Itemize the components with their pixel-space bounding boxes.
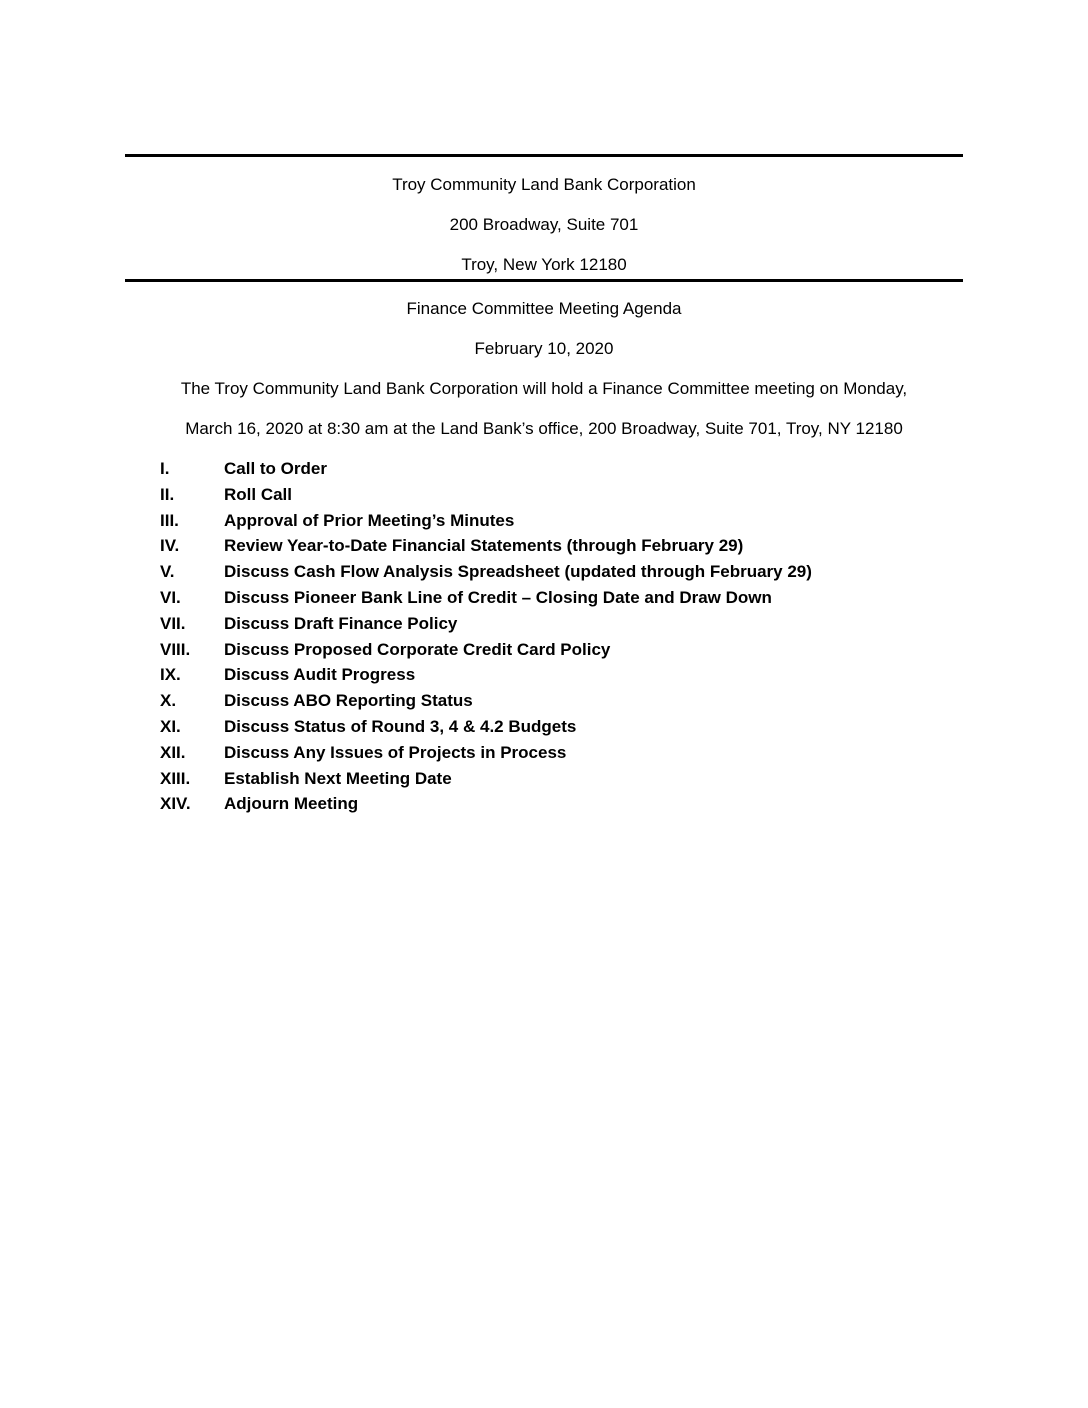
- agenda-item-text: Discuss Draft Finance Policy: [224, 613, 458, 633]
- agenda-item-text: Review Year-to-Date Financial Statements (through February 29): [224, 536, 744, 556]
- agenda-item-text: Approval of Prior Meeting’s Minutes: [224, 510, 515, 530]
- agenda-item: [160, 690, 940, 716]
- agenda-item-text: Discuss Any Issues of Projects in Process: [224, 742, 567, 762]
- agenda-item-number: IV.: [160, 536, 180, 556]
- agenda-item-text: Discuss ABO Reporting Status: [224, 691, 473, 711]
- agenda-list: [160, 458, 940, 819]
- agenda-item-text: Discuss Proposed Corporate Credit Card Policy: [224, 639, 611, 659]
- agenda-item-number: I.: [160, 459, 170, 478]
- agenda-item-number: X.: [160, 691, 177, 711]
- header-top-rule: [125, 154, 963, 157]
- agenda-item-text: Discuss Cash Flow Analysis Spreadsheet (updated through February 29): [224, 562, 812, 582]
- agenda-item-number: V.: [160, 562, 175, 582]
- agenda-item: [160, 510, 940, 536]
- meeting-date: February 10, 2020: [474, 339, 614, 358]
- agenda-item-text: Discuss Status of Round 3, 4 & 4.2 Budgets: [224, 716, 577, 736]
- agenda-item-number: VIII.: [160, 639, 191, 659]
- agenda-item-number: VII.: [160, 613, 186, 633]
- agenda-item-text: Discuss Audit Progress: [224, 665, 416, 685]
- agenda-item-number: XIII.: [160, 768, 191, 788]
- agenda-item-number: VI.: [160, 587, 181, 607]
- agenda-item: [160, 458, 940, 484]
- agenda-item-number: XII.: [160, 742, 186, 762]
- agenda-item: [160, 587, 940, 613]
- agenda-item-text: Establish Next Meeting Date: [224, 768, 452, 788]
- agenda-item: [160, 664, 940, 690]
- agenda-item-number: IX.: [160, 665, 181, 685]
- meeting-notice-line-2: March 16, 2020 at 8:30 am at the Land Bank’s office, 200 Broadway, Suite 701, Troy, NY 12180: [185, 419, 903, 438]
- agenda-item-text: Call to Order: [224, 459, 327, 478]
- address-line-2: Troy, New York 12180: [461, 255, 627, 274]
- meeting-title: Finance Committee Meeting Agenda: [406, 299, 682, 318]
- agenda-item: [160, 716, 940, 742]
- agenda-item: [160, 639, 940, 665]
- header-bottom-rule: [125, 279, 963, 282]
- address-line-1: 200 Broadway, Suite 701: [449, 215, 639, 234]
- agenda-item-number: XIV.: [160, 794, 191, 814]
- agenda-item: [160, 613, 940, 639]
- agenda-item: [160, 484, 940, 510]
- agenda-item-number: III.: [160, 510, 179, 530]
- agenda-item-text: Discuss Pioneer Bank Line of Credit – Closing Date and Draw Down: [224, 587, 772, 607]
- agenda-item-number: II.: [160, 484, 175, 504]
- organization-name: Troy Community Land Bank Corporation: [392, 175, 696, 194]
- agenda-item: [160, 768, 940, 794]
- agenda-item: [160, 561, 940, 587]
- agenda-item: [160, 742, 940, 768]
- agenda-item: [160, 535, 940, 561]
- agenda-item: [160, 793, 940, 819]
- meeting-notice-line-1: The Troy Community Land Bank Corporation will hold a Finance Committee meeting on Monday,: [180, 379, 908, 398]
- agenda-item-text: Roll Call: [224, 484, 293, 504]
- agenda-item-number: XI.: [160, 716, 181, 736]
- agenda-item-text: Adjourn Meeting: [224, 794, 359, 814]
